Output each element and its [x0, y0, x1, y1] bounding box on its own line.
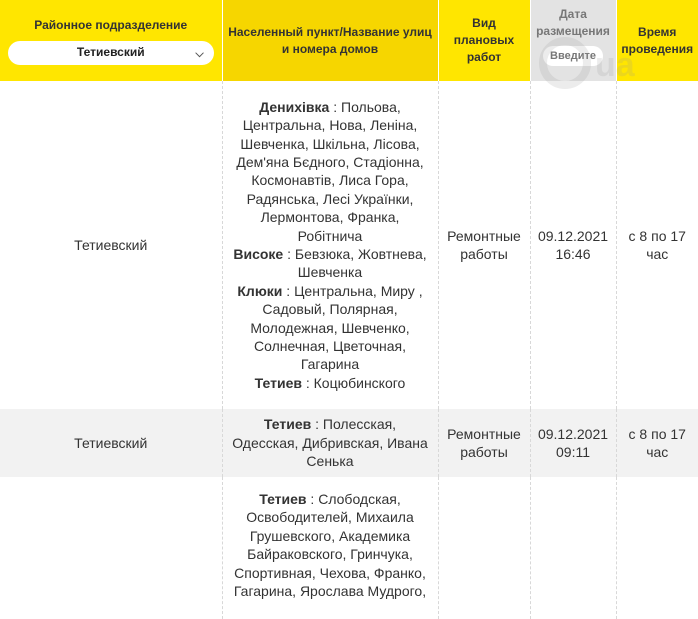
cell-work: Ремонтные работы	[438, 81, 530, 409]
place-name: Денихівка	[259, 98, 330, 115]
place-name: Тетиев	[263, 416, 312, 433]
cell-duration: с 8 по 17 час	[616, 81, 698, 409]
place-streets: Полесская, Одесская, Дибривская, Ивана Сенька	[232, 416, 428, 470]
district-select[interactable]	[8, 41, 214, 65]
date-value: 09.12.2021	[537, 425, 609, 442]
cell-date	[530, 409, 616, 477]
cell-address: Денихівка : Польова, Центральна, Нова, Леніна, Шевченка, Шкільна, Лісова, Дем'яна Бєдного, Стадіонна, Космонавтів, Лиса Гора, Радянська, Лесі Українки, Лермонтова, Франка, Робітнича Високе : Бевзюка, Жовтнева, Шевченка Клюки : Центральна, Миру , Садовый, Полярная, Молодежная, Шевченко, Солнечная, Цветочная, Гагарина Тетиев : Коцюбинского	[222, 81, 438, 409]
district-select-value: Тетиевский	[76, 45, 145, 59]
header-time	[616, 0, 698, 81]
place-name: Тетиев	[254, 374, 302, 391]
table-row	[0, 81, 698, 409]
place-streets: Коцюбинского	[313, 374, 406, 391]
cell-date	[530, 81, 616, 409]
cell-work	[438, 477, 530, 619]
time-value: 09:11	[556, 444, 590, 460]
cell-address: Тетиев : Слободская, Освободителей, Михаила Грушевского, Академика Байраковского, Гринчука, Спортивная, Чехова, Франко, Гагарина, Ярослава Мудрого,	[222, 477, 438, 619]
place-streets: Слободская, Освободителей, Михаила Грушевского, Академика Байраковского, Гринчука, Спортивная, Чехова, Франко, Гагарина, Ярослава Мудрого,	[233, 491, 427, 600]
place-name: Тетиев	[259, 491, 307, 507]
place-name: Високе	[233, 246, 284, 262]
header-district	[0, 0, 222, 81]
place-streets: Центральна, Миру , Садовый, Полярная, Молодежная, Шевченко, Солнечная, Цветочная, Гагарина	[250, 282, 423, 373]
cell-district: Тетиевский	[0, 409, 222, 477]
cell-duration	[616, 477, 698, 619]
header-work-label: Вид плановых работ	[453, 16, 515, 64]
date-filter-placeholder: Введите	[550, 49, 596, 62]
date-filter-input[interactable]	[543, 46, 603, 66]
header-date-label: Дата размещения	[536, 7, 610, 38]
cell-district: Тетиевский	[0, 81, 222, 409]
date-value: 09.12.2021	[537, 227, 609, 244]
header-district-label: Районное подразделение	[34, 17, 188, 32]
header-address	[222, 0, 438, 81]
cell-address: Тетиев : Полесская, Одесская, Дибривская, Ивана Сенька	[222, 409, 438, 477]
table-row	[0, 409, 698, 477]
header-time-label: Время проведения	[621, 24, 694, 56]
cell-district	[0, 477, 222, 619]
place-name: Клюки	[237, 282, 283, 299]
header-date	[530, 0, 616, 81]
place-streets: Бевзюка, Жовтнева, Шевченка	[294, 246, 427, 281]
time-value: 16:46	[555, 246, 591, 262]
cell-duration: с 8 по 17 час	[616, 409, 698, 477]
header-address-label: Населенный пункт/Название улиц и номера домов	[228, 24, 432, 56]
cell-date	[530, 477, 616, 619]
cell-work: Ремонтные работы	[438, 409, 530, 477]
place-streets: Польова, Центральна, Нова, Леніна, Шевченка, Шкільна, Лісова, Дем'яна Бєдного, Стадіонна, Космонавтів, Лиса Гора, Радянська, Лесі Українки, Лермонтова, Франка, Робітнича	[236, 98, 424, 244]
chevron-down-icon: ⌵	[195, 47, 204, 60]
table-row	[0, 477, 698, 619]
header-work-type	[438, 0, 530, 81]
table-header-row	[0, 0, 698, 81]
